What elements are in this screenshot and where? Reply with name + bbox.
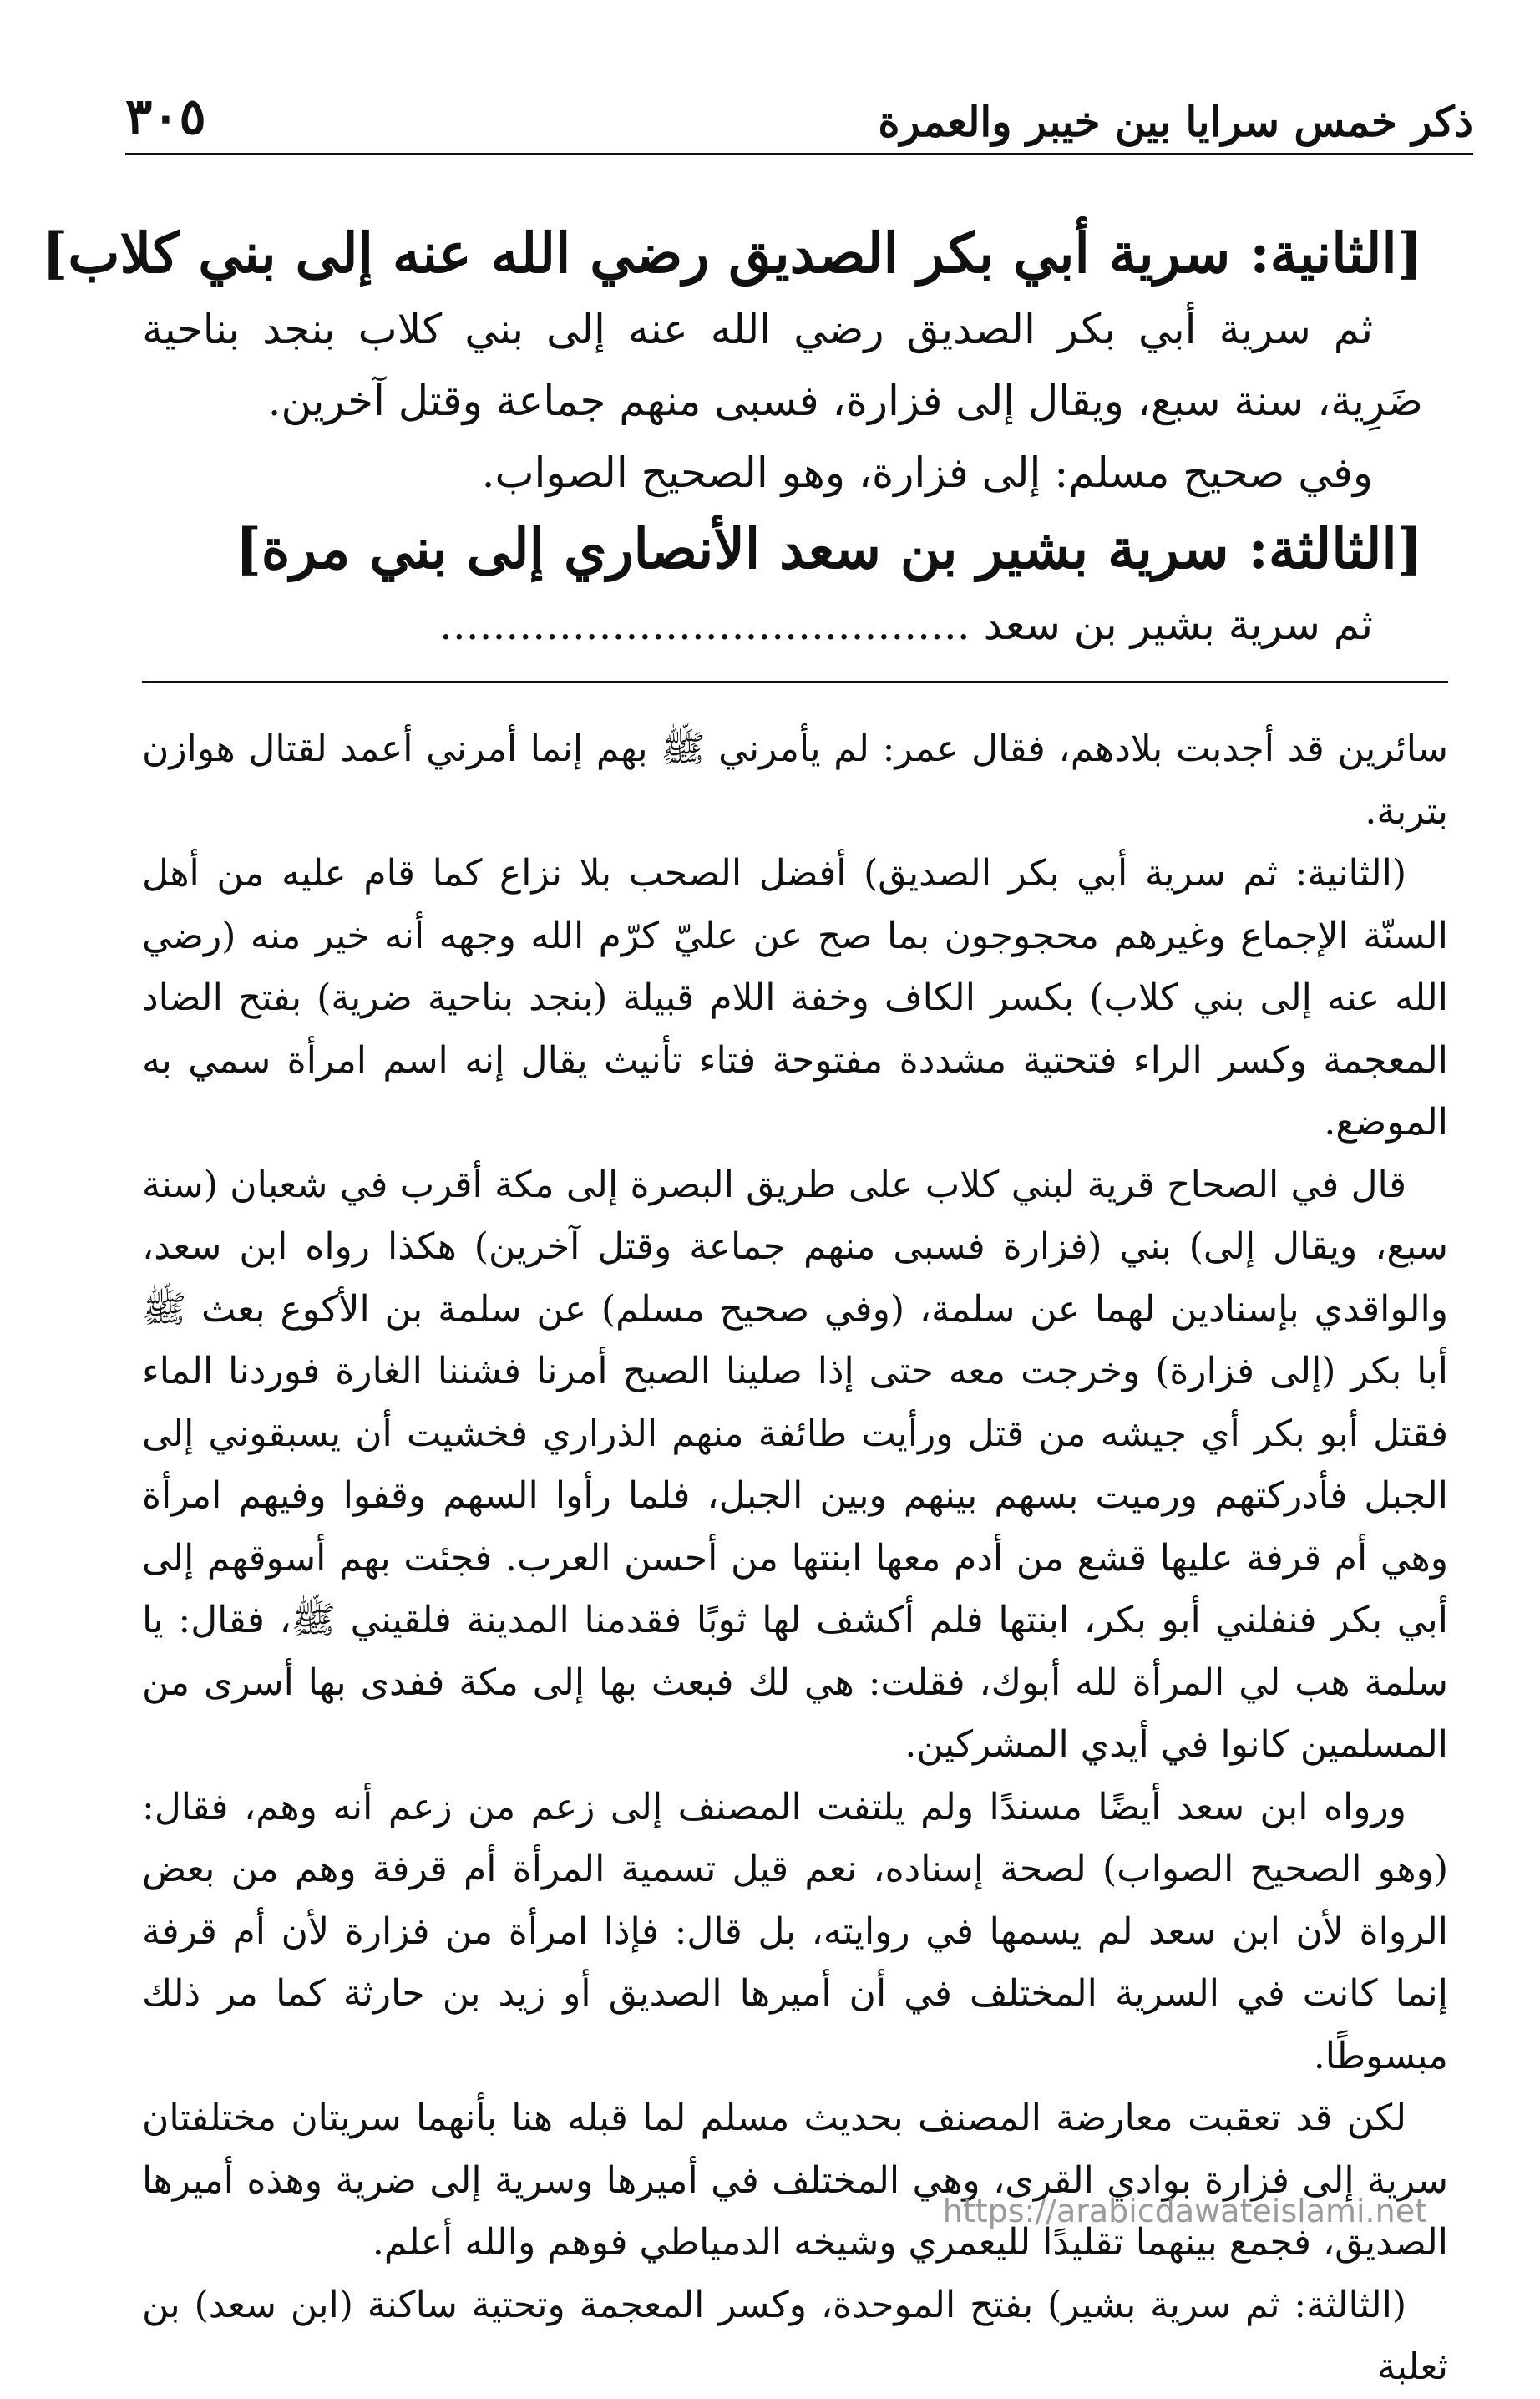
commentary-paragraph: قال في الصحاح قرية لبني كلاب على طريق البصرة إلى مكة أقرب في شعبان (سنة سبع، ويقال إلى) بني (فزارة فسبى منهم جماعة وقتل آخرين) هكذا رواه ابن سعد، والواقدي بإسنادين لهما عن سلمة، (وفي صحيح مسلم) عن سلمة بن الأكوع بعث ﷺ أبا بكر (إلى فزارة) وخرجت معه حتى إذا صلينا الصبح أمرنا فشننا الغارة فوردنا الماء فقتل أبو بكر أي جيشه من قتل ورأيت طائفة منهم الذراري فخشيت أن يسبقوني إلى الجبل فأدركتهم ورميت بسهم بينهم وبين الجبل، فلما رأوا السهم وقفوا وفيهم امرأة وهي أم قرفة عليها قشع من أدم معها ابنتها من أحسن العرب. فجئت بهم أسوقهم إلى أبي بكر فنفلني أبو بكر، ابنتها فلم أكشف لها ثوبًا فقدمنا المدينة فلقيني ﷺ، فقال: يا سلمة هب لي المرأة لله أبوك، فقلت: هي لك فبعث بها إلى مكة ففدى بها أسرى من المسلمين كانوا في أيدي المشركين. bbox=[142, 1163, 1448, 1766]
main-paragraph: وفي صحيح مسلم: إلى فزارة، وهو الصحيح الصواب. bbox=[481, 449, 1373, 497]
commentary-paragraph: (الثانية: ثم سرية أبي بكر الصديق) أفضل الصحب بلا نزاع كما قام عليه من أهل السنّة الإجماع وغيرهم محجوجون بما صح عن عليّ كرّم الله وجهه أنه خير منه (رضي الله عنه إلى بني كلاب) بكسر الكاف وخفة اللام قبيلة (بنجد بناحية ضرية) بفتح الضاد المعجمة وكسر الراء فتحتية مشددة مفتوحة فتاء تأنيث يقال إنه اسم امرأة سمي به الموضع. bbox=[142, 852, 1448, 1144]
main-paragraph-text: ثم سرية بشير بن سعد bbox=[983, 601, 1373, 649]
watermark-url: https://arabicdawateislami.net bbox=[942, 2193, 1427, 2229]
commentary-paragraph: لكن قد تعقبت معارضة المصنف بحديث مسلم لما قبله هنا بأنهما سريتان مختلفتان سرية إلى فزارة بوادي القرى، وهي المختلف في أميرها وسرية إلى ضرية وهذه أميرها الصديق، فجمع بينهما تقليدًا لليعمري وشيخه الدمياطي فوهم والله أعلم. bbox=[142, 2097, 1448, 2264]
running-title: ذكر خمس سرايا بين خيبر والعمرة bbox=[878, 97, 1473, 146]
commentary-paragraph: ورواه ابن سعد أيضًا مسندًا ولم يلتفت المصنف إلى زعم من زعم أنه وهم، فقال: (وهو الصحيح الصواب) لصحة إسناده، نعم قيل تسمية المرأة أم قرفة وهم من بعض الرواة لأن ابن سعد لم يسمها في روايته، بل قال: فإذا امرأة من فزارة لأن أم قرفة إنما كانت في السرية المختلف في أن أميرها الصديق أو زيد بن حارثة كما مر ذلك مبسوطًا. bbox=[142, 1785, 1448, 2077]
page-number: ٣٠٥ bbox=[125, 88, 206, 146]
ellipsis-dots: ........................................ bbox=[438, 601, 970, 649]
commentary-section bbox=[142, 718, 1448, 2399]
footnote-separator bbox=[142, 681, 1448, 683]
commentary-paragraph: سائرين قد أجدبت بلادهم، فقال عمر: لم يأمرني ﷺ بهم إنما أمرني أعمد لقتال هوازن بتربة. bbox=[142, 728, 1448, 833]
running-header bbox=[125, 79, 1473, 155]
main-paragraph-truncated bbox=[142, 589, 1423, 661]
commentary-paragraph: (الثالثة: ثم سرية بشير) بفتح الموحدة، وكسر المعجمة وتحتية ساكنة (ابن سعد) بن ثعلبة bbox=[142, 2283, 1448, 2388]
main-text bbox=[42, 213, 1423, 661]
section-heading-third: [الثالثة: سرية بشير بن سعد الأنصاري إلى بني مرة] bbox=[235, 516, 1423, 581]
section-heading-second: [الثانية: سرية أبي بكر الصديق رضي الله عنه إلى بني كلاب] bbox=[42, 221, 1423, 286]
main-paragraph: ثم سرية أبي بكر الصديق رضي الله عنه إلى بني كلاب بنجد بناحية ضَرِية، سنة سبع، ويقال إلى فزارة، فسبى منهم جماعة وقتل آخرين. bbox=[142, 305, 1423, 425]
